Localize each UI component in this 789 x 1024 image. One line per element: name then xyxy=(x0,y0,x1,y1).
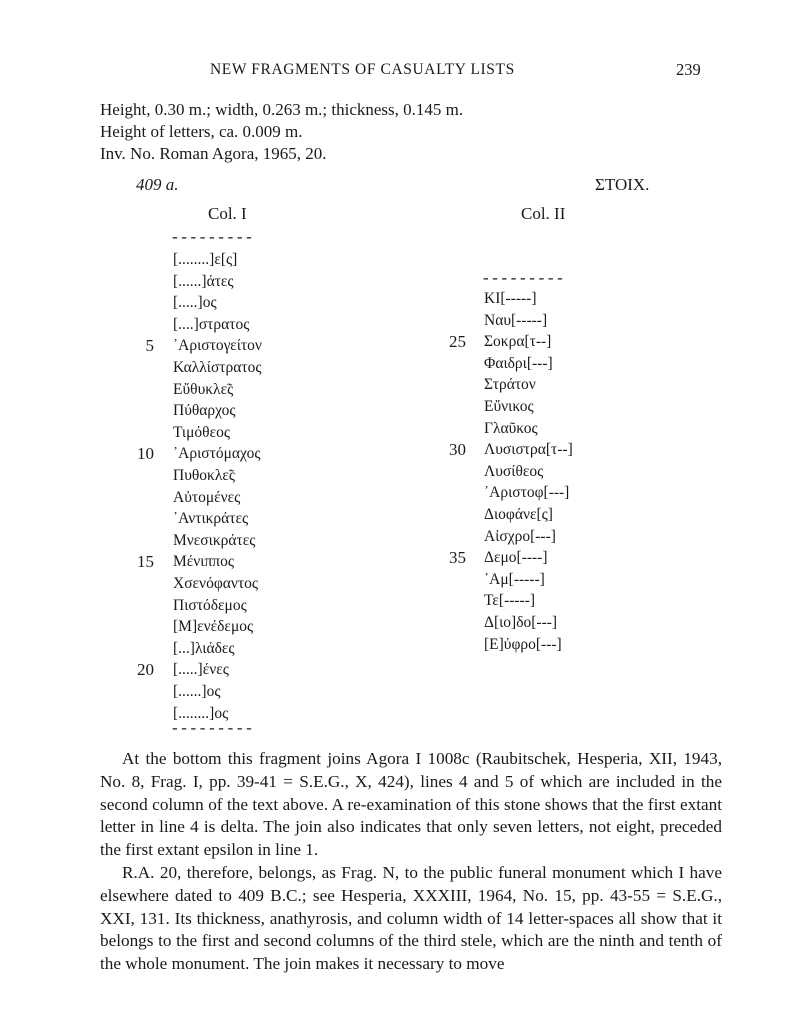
inscription-line: [.....]ένες xyxy=(173,661,229,679)
inscription-line: [.....]ος xyxy=(173,294,217,312)
line-number: 5 xyxy=(145,336,154,356)
inscription-line: [....]στρατος xyxy=(173,315,250,333)
line-number: 25 xyxy=(449,332,466,352)
inscription-line: [Ε]ὐφρο[---] xyxy=(484,635,562,653)
col1-title: Col. I xyxy=(208,204,247,223)
inscription-line: Σοκρα[τ--] xyxy=(484,333,552,351)
inscription-line: ᾿Αριστόμαχος xyxy=(173,445,261,463)
inscription-line: Εὔνικος xyxy=(484,398,534,415)
paragraph-2: R.A. 20, therefore, belongs, as Frag. N, to the public funeral monument which I have elsewhere dated to 409 B.C.; see Hesperia, XXXIII, 1964, No. 15, pp. 43-55 = S.E.G., XXI, 131. Its thickness, anathyrosis, and column width of 14 letter-spaces all show that it belongs to the first and second columns of the third stele, which are the ninth and tenth of the whole monument. The join makes it necessary to move xyxy=(100,862,722,974)
line-number: 20 xyxy=(137,660,154,680)
line-number: 10 xyxy=(137,444,154,464)
inscription-line: [...]λιάδες xyxy=(173,639,235,657)
inscription-line: Πυθοκλε̃ς xyxy=(173,467,236,484)
inscription-line: Μνεσικράτες xyxy=(173,531,256,549)
inscription-line: ᾿Αμ[-----] xyxy=(484,570,545,588)
col2-title: Col. II xyxy=(521,204,566,223)
inscription-line: Ναυ[-----] xyxy=(484,311,548,329)
inscription-line: [......]άτες xyxy=(173,272,234,290)
inscription-line: [Μ]ενέδεμος xyxy=(173,618,254,636)
inscription-line: ᾿Αριστογείτον xyxy=(173,337,262,355)
col1-bottom-rule: --------- xyxy=(172,718,256,737)
inscription-line: Διοφάνε[ς] xyxy=(484,506,553,523)
inscription-label: 409 a. xyxy=(136,175,179,194)
inscription-line: [......]ος xyxy=(173,683,221,700)
inscription-line: Λυσίθεος xyxy=(484,462,544,480)
inscription-line: Αἰσχρο[---] xyxy=(484,527,556,545)
running-title: NEW FRAGMENTS OF CASUALTY LISTS xyxy=(210,61,515,78)
inscription-line: Καλλίστρατος xyxy=(173,359,262,376)
paragraph-1: At the bottom this fragment joins Agora I 1008c (Raubitschek, Hesperia, XII, 1943, No. 8, Frag. I, pp. 39-41 = S.E.G., X, 424), lines 4 and 5 of which are included in the second column of the text above. A re-examination of this stone shows that the first extant letter in line 4 is delta. The join also indicates that only seven letters, not eight, preceded the first extant epsilon in line 1. xyxy=(100,749,722,860)
col2-top-rule: --------- xyxy=(483,268,567,287)
line-number: 35 xyxy=(449,548,466,568)
body-text xyxy=(100,748,722,976)
measurement-line: Height, 0.30 m.; width, 0.263 m.; thickness, 0.145 m. xyxy=(100,100,464,119)
inscription-line: Αὐτομένες xyxy=(173,488,241,506)
inscription-line: ᾿Αντικράτες xyxy=(173,510,249,528)
inscription-line: Τιμόθεος xyxy=(173,423,230,441)
inscription-line: [........]ος xyxy=(173,704,229,722)
inscription-line: ΚΙ[-----] xyxy=(484,290,537,307)
inscription-line: Τε[-----] xyxy=(484,592,536,610)
inscription-line: [........]ε[ς] xyxy=(173,251,238,268)
line-number: 15 xyxy=(137,552,154,572)
inscription-line: Δεμο[----] xyxy=(484,549,548,567)
inscription-line: Στράτον xyxy=(484,376,536,394)
inscription-line: Δ[ιο]δο[---] xyxy=(484,614,558,631)
measurement-line: Height of letters, ca. 0.009 m. xyxy=(100,122,303,141)
inscription-line: Λυσιστρα[τ--] xyxy=(484,441,573,459)
line-number: 30 xyxy=(449,440,466,460)
inscription-line: Γλαῦκος xyxy=(484,419,538,437)
stoichedon-marker: ΣΤΟΙΧ. xyxy=(595,175,650,194)
col1-top-rule: --------- xyxy=(172,227,256,246)
inscription-line: Φαιδρι[---] xyxy=(484,354,553,372)
page-number: 239 xyxy=(676,60,701,79)
inscription-line: Εὔθυκλε̃ς xyxy=(173,380,234,398)
measurement-line: Inv. No. Roman Agora, 1965, 20. xyxy=(100,144,327,163)
inscription-line: Μένιππος xyxy=(173,553,235,571)
inscription-line: Χσενόφαντος xyxy=(173,575,259,592)
inscription-line: ᾿Αριστοφ[---] xyxy=(484,484,570,502)
inscription-line: Πιστόδεμος xyxy=(173,596,247,614)
inscription-line: Πύθαρχος xyxy=(173,402,236,420)
